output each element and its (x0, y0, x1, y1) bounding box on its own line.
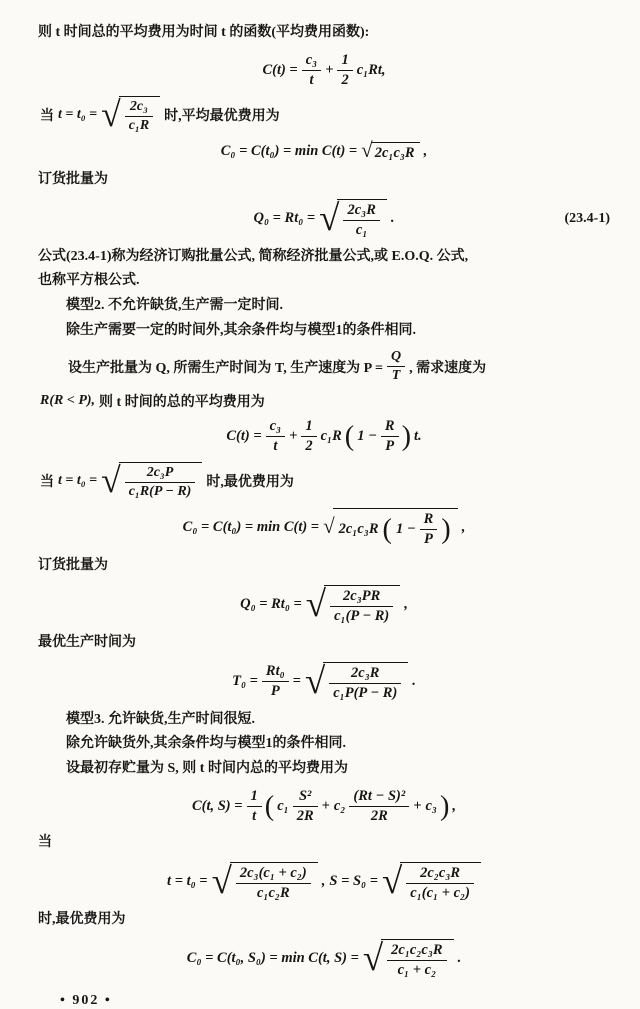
radicand (230, 862, 318, 902)
radicand (324, 585, 400, 625)
fraction-numerator: 1 (301, 418, 316, 437)
then-label: 时,最优费用为 (38, 911, 126, 927)
radical-sign: √ (319, 196, 340, 238)
model3-title: 模型3. 允许缺货,生产时间很短. (66, 711, 255, 727)
radicand (337, 199, 386, 239)
text-when: 当 (40, 109, 54, 125)
formula-lhs: C₀ = C(t₀) = min C(t) = (220, 143, 358, 160)
fraction-denominator: c₁c₂R (256, 884, 290, 901)
fraction-denominator: P (424, 530, 433, 547)
fraction (406, 865, 474, 902)
radical-sign: √ (101, 459, 121, 500)
eoq-note-line2: 也称平方根公式. (38, 273, 140, 289)
fraction (349, 788, 409, 825)
fraction-numerator: Q (387, 349, 405, 368)
fraction-numerator: 2c₃R (343, 202, 379, 221)
math-term: 1 − (395, 520, 416, 537)
math-expression: t = t₀ = (58, 107, 98, 123)
radical-sign: √ (101, 94, 121, 135)
fraction-denominator: T (391, 368, 401, 384)
math-expression: R(R < P), (40, 392, 96, 408)
fraction (262, 663, 289, 700)
model3-condition: 除允许缺货外,其余条件均与模型1的条件相同. (66, 736, 346, 752)
order-quantity-label-1: 订货批量为 (38, 171, 108, 187)
square-root (304, 659, 408, 702)
formula-optimal-cost-model2 (38, 508, 610, 548)
equation-number: (23.4-1) (564, 210, 610, 226)
fraction-numerator: 1 (247, 788, 262, 807)
plus-operator: + (413, 797, 422, 814)
setup-text-post: , 需求速度为 (409, 360, 487, 376)
fraction-denominator: t (252, 807, 257, 824)
square-root (101, 96, 160, 135)
when-label: 当 (38, 835, 52, 851)
fraction-denominator: c₁R(P − R) (128, 484, 192, 500)
formula-lhs: C(t) = (226, 427, 262, 444)
fraction (337, 52, 352, 89)
radical-sign: √ (381, 860, 403, 902)
formula-lhs: C₀ = C(t₀) = min C(t) = (182, 519, 320, 536)
formula-lhs: t = t₀ = (167, 873, 208, 890)
formula-lhs: T₀ = (232, 673, 258, 690)
fraction-denominator: t (309, 71, 314, 88)
formula-avg-cost-model1 (38, 52, 610, 89)
fraction-denominator: c₁ (355, 221, 368, 238)
formula-tail: t. (413, 427, 422, 444)
formula-lhs: C(t) = (262, 61, 298, 78)
fraction (236, 865, 311, 902)
math-term: 2c₁c₃R (338, 520, 379, 537)
formula-tail: , (404, 596, 408, 613)
model2-title: 模型2. 不允许缺货,生产需一定时间. (66, 298, 283, 314)
eoq-note-line1: 公式(23.4-1)称为经济订购批量公式, 简称经济批量公式,或 E.O.Q. 公式, (38, 248, 469, 264)
fraction-numerator: c₃ (266, 418, 286, 437)
fraction-numerator: 2c₃R (329, 665, 401, 684)
fraction (293, 788, 318, 825)
square-root (306, 585, 400, 625)
formula-order-quantity-model1 (38, 196, 610, 239)
math-term: 1 − (357, 427, 377, 444)
condition-line-model1 (38, 96, 610, 135)
radical-sign: √ (304, 659, 326, 701)
math-term: c₂ (333, 797, 346, 814)
fraction (381, 418, 399, 455)
fraction (387, 942, 446, 979)
page-number: • 902 • (60, 992, 112, 1008)
radicand: 2c₁c₃R ( 1 − $\frac{R}{P}$ ) (333, 508, 458, 548)
square-root (382, 862, 481, 902)
text-then: 时,平均最优费用为 (164, 109, 280, 125)
square-root (361, 138, 419, 163)
formula-tail: . (390, 210, 395, 227)
equals-operator: = (292, 673, 301, 690)
fraction (330, 588, 393, 625)
radicand: 2c₁c₃R (371, 142, 420, 162)
fraction-numerator: 1 (337, 52, 352, 71)
fraction-denominator: c₁(P − R) (334, 607, 390, 624)
fraction-numerator: 2c₂c₃R (406, 865, 474, 884)
fraction-numerator: 2c₃ (125, 99, 153, 118)
text-when: 当 (40, 475, 54, 491)
radical-sign: √ (362, 936, 384, 978)
math-term: c₃ (425, 797, 437, 814)
formula-tail: c₁Rt, (356, 61, 386, 78)
fraction-numerator: R (381, 418, 399, 437)
formula-avg-cost-model2: C(t) = $\frac{\text{c₃}}{t}$ + $\frac{1}{2}$ c₁R ( 1 − $\frac{R}{P}$ ) t. (226, 417, 422, 454)
fraction-numerator: 2c₃(c₁ + c₂) (236, 865, 311, 884)
radical-sign: √ (323, 514, 335, 539)
text-then: 时,最优费用为 (206, 475, 294, 491)
square-root (101, 459, 202, 501)
fraction-denominator: P (385, 437, 395, 454)
fraction-numerator: R (420, 511, 438, 530)
fraction (343, 202, 379, 239)
radicand (381, 939, 453, 979)
setup-text-pre: 设生产批量为 Q, 所需生产时间为 T, 生产速度为 P = (68, 360, 383, 376)
square-root (362, 936, 454, 979)
fraction (387, 349, 405, 385)
square-root (319, 196, 387, 239)
formula-lhs: C(t, S) = (191, 797, 243, 814)
fraction (301, 418, 316, 455)
fraction-numerator: Rt₀ (262, 663, 289, 682)
order-quantity-label-2: 订货批量为 (38, 558, 108, 573)
fraction-numerator: c₃ (302, 52, 322, 71)
formula-optimal-t-and-s (38, 862, 610, 902)
formula-avg-cost-model3: C(t, S) = $\frac{1}{t}$ ( c₁ $\frac{\text{S²}}{2R}$ + c₂ $\frac{\text{(Rt − S)²}}{2R}$ + c₃ ) , (191, 787, 457, 824)
fraction (266, 418, 286, 455)
model2-setup-line1 (38, 349, 610, 385)
fraction (420, 511, 438, 548)
square-root (212, 862, 318, 902)
fraction (125, 99, 153, 135)
math-expression: t = t₀ = (58, 473, 98, 489)
formula-optimal-cost-model3 (38, 936, 610, 979)
fraction-numerator: 2c₃P (125, 465, 196, 484)
formula-tail: , (423, 143, 428, 160)
square-root (323, 508, 458, 548)
fraction-denominator: 2 (305, 437, 313, 454)
formula-tail: , (461, 519, 466, 536)
optimal-time-label: 最优生产时间为 (38, 634, 136, 650)
fraction (125, 465, 196, 501)
formula-optimal-cost-model1 (38, 138, 610, 163)
plus-operator: + (325, 61, 334, 78)
separator-comma: , (321, 873, 326, 890)
fraction-denominator: 2R (296, 807, 314, 824)
formula-lhs: Q₀ = Rt₀ = (240, 596, 302, 613)
model2-condition: 除生产需要一定的时间外,其余条件均与模型1的条件相同. (66, 322, 416, 338)
formula-tail: , (452, 797, 457, 814)
radicand (119, 462, 203, 501)
fraction-denominator: c₁(c₁ + c₂) (410, 884, 470, 901)
fraction-numerator: 2c₁c₂c₃R (387, 942, 446, 961)
fraction (329, 665, 401, 702)
setup-text: 则 t 时间的总的平均费用为 (99, 394, 265, 410)
fraction-numerator: (Rt − S)² (349, 788, 409, 807)
intro-paragraph: 则 t 时间总的平均费用为时间 t 的函数(平均费用函数): (38, 25, 370, 40)
formula-order-quantity-model2 (38, 585, 610, 625)
fraction-denominator: c₁R (128, 118, 150, 134)
plus-operator: + (289, 427, 298, 444)
model2-setup-line2 (38, 391, 610, 411)
radicand (323, 662, 408, 702)
fraction-denominator: c₁ + c₂ (397, 961, 437, 978)
math-term: c₁ (277, 797, 289, 814)
math-term: c₁R (320, 427, 342, 444)
fraction-denominator: 2 (341, 71, 349, 88)
formula-tail: . (457, 950, 462, 967)
radical-sign: √ (211, 860, 232, 902)
fraction-denominator: t (273, 437, 278, 454)
radical-sign: √ (361, 138, 373, 163)
fraction-denominator: 2R (370, 807, 388, 824)
formula-lhs: C₀ = C(t₀, S₀) = min C(t, S) = (186, 950, 359, 967)
fraction-numerator: S² (293, 788, 318, 807)
model3-setup: 设最初存贮量为 S, 则 t 时间内总的平均费用为 (66, 761, 348, 777)
fraction (302, 52, 322, 89)
fraction-denominator: P (270, 683, 280, 700)
formula-lhs: Q₀ = Rt₀ = (253, 210, 316, 227)
fraction (247, 788, 262, 825)
plus-operator: + (321, 797, 330, 814)
radical-sign: √ (305, 583, 327, 624)
radicand (400, 862, 481, 902)
numbered-equation-row (38, 196, 610, 239)
formula-optimal-production-time (38, 659, 610, 702)
radicand (119, 96, 160, 135)
fraction-denominator: c₁P(P − R) (333, 684, 398, 701)
formula-tail: . (412, 673, 416, 690)
fraction-numerator: 2c₃PR (330, 588, 393, 607)
condition-line-model2 (38, 459, 610, 501)
formula-lhs: S = S₀ = (329, 873, 378, 890)
